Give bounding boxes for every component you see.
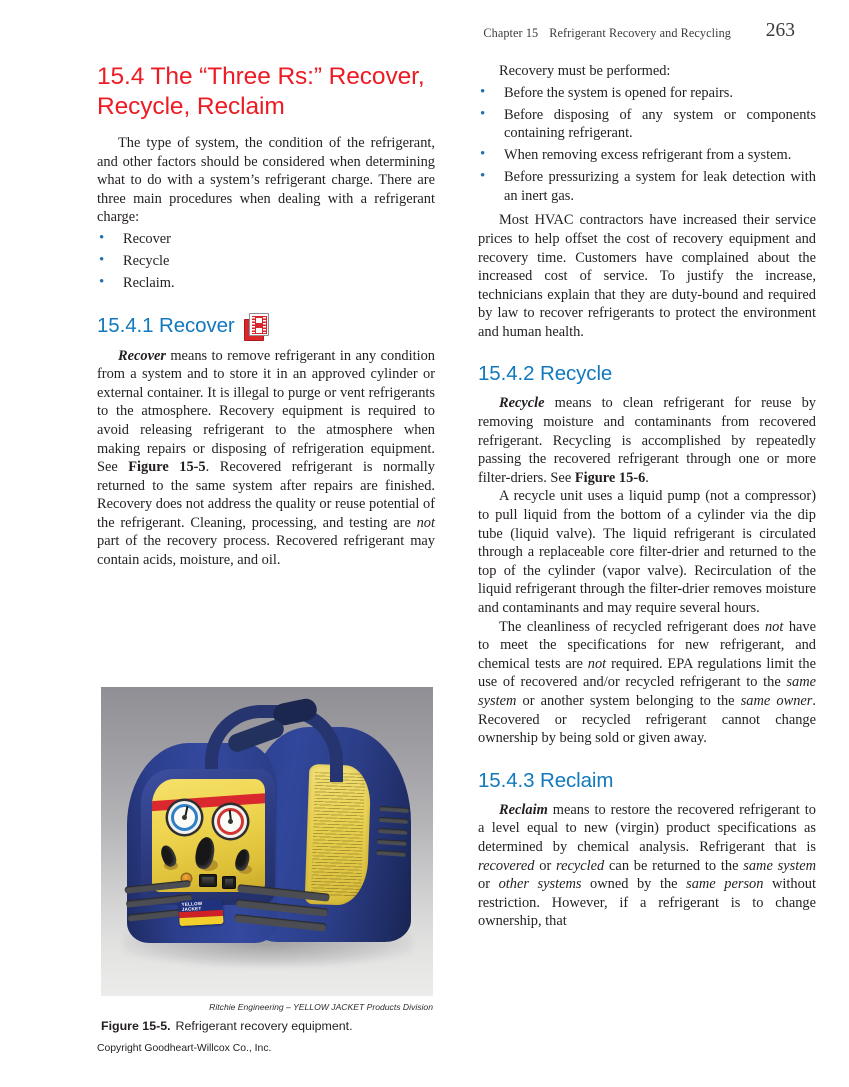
section-heading: 15.4 The “Three Rs:” Recover, Recycle, Reclaim (97, 63, 425, 120)
recycle-text-2: . (645, 469, 649, 486)
film-icon-window (256, 318, 262, 323)
recovery-machine-illustration (101, 687, 433, 996)
gauge-hub (182, 815, 187, 820)
lower-right-vent-group (232, 884, 333, 950)
control-panel (152, 779, 265, 892)
list-item: • Recycle (97, 252, 435, 271)
recycle-p3-text-1: The cleanliness of recycled refrigerant does (499, 618, 765, 635)
decal-text-lines (311, 772, 365, 898)
chapter-label: Chapter 15 (483, 26, 539, 40)
vent-slot (377, 839, 407, 846)
badge-text-line1: YELLOW (181, 900, 203, 908)
recycle-p3-text-5: . Recovered or recycled refrigerant cannot change ownership by being sold or given away. (478, 692, 816, 747)
list-item: • When removing excess refrigerant from a system. (478, 146, 816, 165)
term-reclaim: Reclaim (499, 801, 548, 818)
vent-slot (234, 914, 326, 932)
side-vent-group (375, 806, 414, 874)
recover-text-1: means to remove refrigerant in any condition from a system and to store it in an approved cylinder or external container. It is illegal to purge or vent refrigerants to the atmosphere. Recovery equipment is required to avoid releasing refrigerant to the atmosphere when making repairs or disposing of refrigeration equipment. See (97, 347, 435, 476)
reclaim-text-3: can be returned to the (604, 857, 744, 874)
recycle-paragraph-3 (478, 618, 816, 748)
emphasis-other-systems: other systems (498, 876, 582, 893)
figure-15-5 (101, 687, 433, 1033)
film-icon-strip (252, 316, 267, 334)
left-column (97, 62, 435, 570)
figure-reference: Figure 15-5 (128, 459, 206, 476)
emphasis-same-system: same system (743, 857, 816, 874)
list-item: • Recover (97, 230, 435, 249)
reclaim-text-5: owned by the (581, 876, 687, 893)
chapter-title: Refrigerant Recovery and Recycling (549, 26, 731, 40)
badge-text-line2: JACKET (181, 905, 202, 912)
recycle-paragraph-2: A recycle unit uses a liquid pump (not a compressor) to pull liquid from the bottom of a cylinder via the dip tube (liquid valve). The liquid refrigerant is circulated through a replaceable core filter-drier and returned to the top of the cylinder (vapor valve). Recirculation of the liquid refrigerant through the filter-drier removes moisture and contaminants and may require several hours. (478, 488, 816, 617)
reclaim-text-1: means to restore the recovered refrigerant to a level equal to new (virgin) product specifications as determined by chemical analysis. Refrigerant that is (478, 801, 816, 855)
emphasis-recovered: recovered (478, 857, 535, 874)
switch-rocker (202, 877, 214, 884)
film-strip-video-icon (244, 313, 270, 339)
term-recycle: Recycle (499, 395, 545, 412)
subsection-heading-recycle-label: 15.4.2 Recycle (478, 362, 613, 386)
subsection-heading-reclaim-label: 15.4.3 Reclaim (478, 768, 614, 792)
figure-caption-text: Refrigerant recovery equipment. (175, 1019, 353, 1033)
warning-decal (305, 764, 372, 906)
low-pressure-gauge (168, 801, 201, 834)
vent-slot (236, 899, 328, 917)
procedure-bullet-list (97, 230, 435, 293)
recover-text-3: part of the recovery process. Recovered refrigerant may contain acids, moisture, and oil. (97, 533, 435, 569)
panel-red-stripe (152, 792, 265, 811)
emphasis-same-person: same person (686, 876, 764, 893)
photo-credit: Ritchie Engineering – YELLOW JACKET Products Division (209, 1002, 433, 1012)
subsection-heading-recycle (478, 361, 816, 386)
emphasis-same-system: same system (478, 674, 816, 709)
recovery-equipment-photo (101, 687, 433, 996)
recovery-list-intro: Recovery must be performed: (499, 63, 671, 79)
figure-caption (101, 1019, 433, 1033)
emphasis-recycled: recycled (556, 857, 605, 874)
recover-text-2: . Recovered refrigerant is normally returned to the same system after repairs are finished. Recovery does not address the quality or reuse potential of the refrigerant. Cleaning, processing, and testing are (97, 459, 435, 531)
intro-paragraph: The type of system, the condition of the refrigerant, and other factors should be considered when determining what to do with a system’s refrigerant charge. There are three main procedures when dealing with a refrigerant charge: (97, 135, 435, 226)
subsection-heading-reclaim (478, 768, 816, 793)
vent-slot (376, 850, 406, 857)
film-icon-window (256, 328, 262, 333)
gauge-hub (228, 819, 233, 824)
emphasis-not: not (764, 618, 784, 635)
breaker-switch (222, 876, 236, 889)
recovery-bullet-list (478, 84, 816, 206)
running-head-text (483, 26, 731, 41)
recover-paragraph (97, 347, 435, 570)
running-head (95, 20, 795, 50)
emphasis-not: not (416, 514, 435, 531)
recycle-paragraph-1 (478, 394, 816, 487)
recycle-p3-text-2: have to meet the specifications for new refrigerant, and chemical tests are (478, 618, 816, 672)
copyright-notice: Copyright Goodheart-Willcox Co., Inc. (97, 1043, 272, 1054)
yellow-jacket-brand-badge (178, 899, 223, 926)
vent-slot (378, 817, 408, 824)
list-item: • Reclaim. (97, 274, 435, 293)
term-recover: Recover (118, 347, 166, 364)
recycle-text-1: means to clean refrigerant for reuse by removing moisture and contaminants from recovered refrigerant. Recycling is accomplished by repeatedly passing the recovered refrigerant through one or more filter-driers. See (478, 395, 816, 486)
film-icon-front-page (249, 313, 269, 336)
figure-reference: Figure 15-6 (574, 469, 646, 486)
high-pressure-gauge (214, 805, 247, 838)
vent-slot (379, 806, 409, 813)
figure-caption-number: Figure 15-5. (101, 1019, 171, 1033)
subsection-heading-recover-label: 15.4.1 Recover (97, 314, 235, 338)
page-number: 263 (765, 20, 795, 41)
recycle-p3-text-4: or another system belonging to the (516, 692, 741, 709)
reclaim-text-2: or (534, 857, 557, 874)
right-column (478, 62, 816, 931)
reclaim-text-6: without restriction. However, if a refrigerant is to change ownership, that (478, 876, 816, 930)
emphasis-not: not (587, 655, 607, 672)
vent-slot (377, 828, 407, 835)
emphasis-same-owner: same owner (740, 692, 813, 709)
hvac-paragraph: Most HVAC contractors have increased their service prices to help offset the cost of recovery equipment and recovery time. Customers have complained about the increased cost of service. To justify the increase, technicians explain that they are duty-bound and required by law to recover refrigerants to protect the environment and human health. (478, 212, 816, 340)
reclaim-text-4: or (478, 876, 499, 893)
list-item: • Before disposing of any system or components containing refrigerant. (478, 106, 816, 143)
list-item: • Before pressurizing a system for leak detection with an inert gas. (478, 168, 816, 205)
switch-rocker (225, 879, 233, 886)
badge-text (181, 901, 202, 912)
subsection-heading-recover (97, 313, 435, 339)
list-item: • Before the system is opened for repairs. (478, 84, 816, 103)
reclaim-paragraph (478, 801, 816, 931)
power-switch (199, 874, 217, 887)
recycle-p3-text-3: required. EPA regulations limit the use of recovered and/or recycled refrigerant to the (478, 655, 816, 691)
